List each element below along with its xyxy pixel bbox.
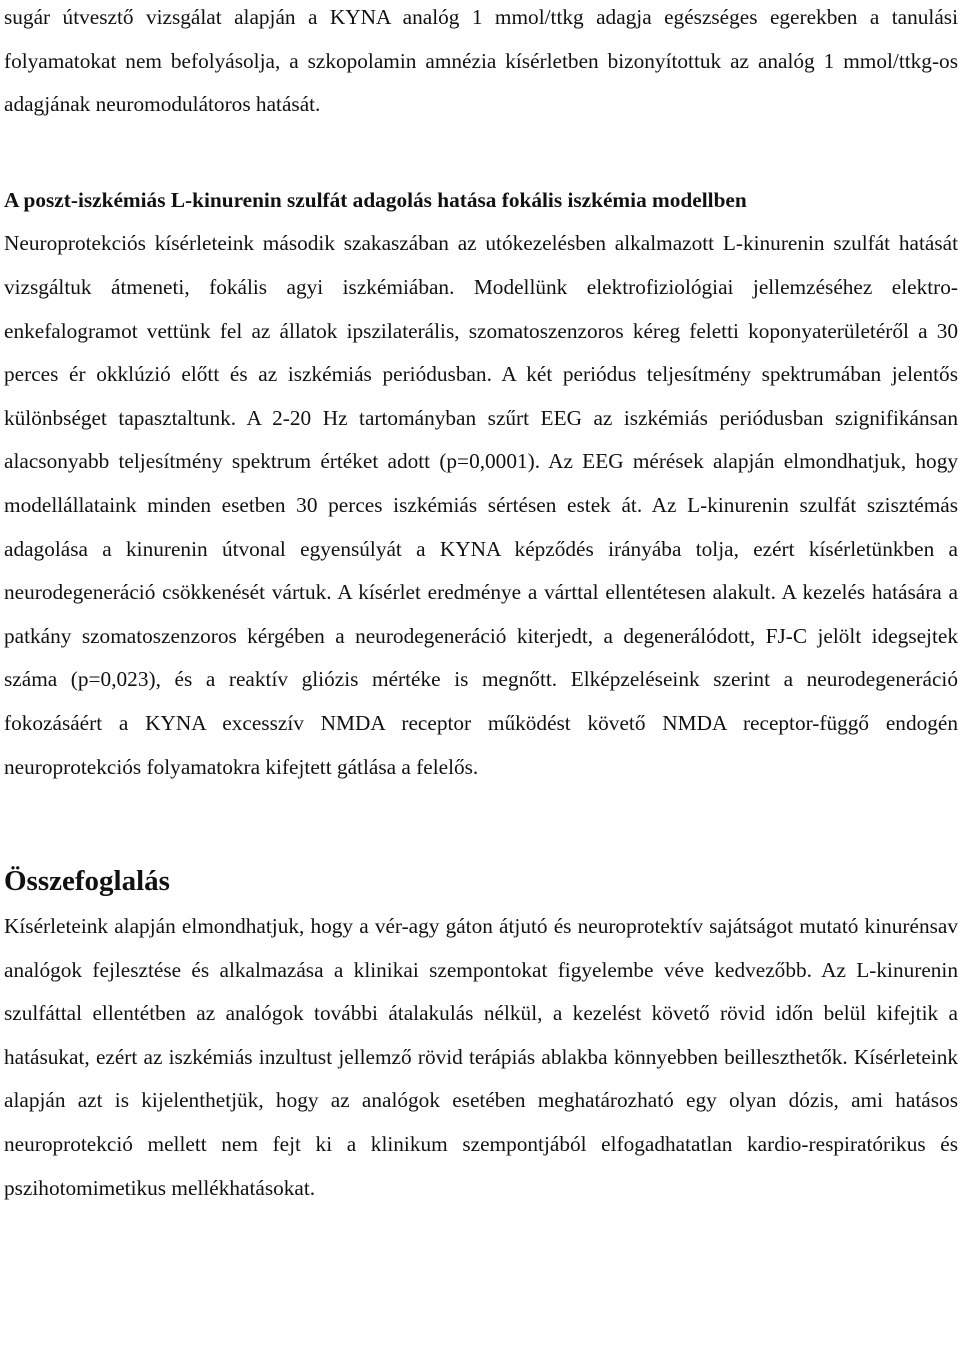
- summary-title: Összefoglalás: [4, 865, 170, 898]
- section-paragraph: Neuroprotekciós kísérleteink második szakaszában az utókezelésben alkalmazott L-kinurenin szulfát hatását vizsgáltuk átmeneti, fokális agyi iszkémiában. Modellünk elektrofiziológiai jellemzéséhez elektro-enkefalogramot vettünk fel az állatok ipszilaterális, szomatoszenzoros kéreg feletti koponyaterületéről a 30 perces ér okklúzió előtt és az iszkémiás periódusban. A két periódus teljesítmény spektrumában jelentős különbséget tapasztaltunk. A 2-20 Hz tartományban szűrt EEG az iszkémiás periódusban szignifikánsan alacsonyabb teljesítmény spektrum értéket adott (p=0,0001). Az EEG mérések alapján elmondhatjuk, hogy modellállataink minden esetben 30 perces iszkémiás sértésen estek át. Az L-kinurenin szulfát szisztémás adagolása a kinurenin útvonal egyensúlyát a KYNA képződés irányába tolja, ezért kísérletünkben a neurodegeneráció csökkenését vártuk. A kísérlet eredménye a várttal ellentétesen alakult. A kezelés hatására a patkány szomatoszenzoros kérgében a neurodegeneráció kiterjedt, a degenerálódott, FJ-C jelölt idegsejtek száma (p=0,023), és a reaktív gliózis mértéke is megnőtt. Elképzeléseink szerint a neurodegeneráció fokozásáért a KYNA excesszív NMDA receptor működést követő NMDA receptor-függő endogén neuroprotekciós folyamatokra kifejtett gátlása a felelős.: [4, 231, 958, 779]
- intro-paragraph: sugár útvesztő vizsgálat alapján a KYNA analóg 1 mmol/ttkg adagja egészséges egerekben a tanulási folyamatokat nem befolyásolja, a szkopolamin amnézia kísérletben bizonyítottuk az analóg 1 mmol/ttkg-os adagjának neuromodulátoros hatását.: [4, 5, 958, 117]
- document-page: [4, 0, 958, 1210]
- section-heading: A poszt-iszkémiás L-kinurenin szulfát adagolás hatása fokális iszkémia modellben: [4, 187, 747, 212]
- summary-paragraph: Kísérleteink alapján elmondhatjuk, hogy a vér-agy gáton átjutó és neuroprotektív sajátságot mutató kinurénsav analógok fejlesztése és alkalmazása a klinikai szempontokat figyelembe véve kedvezőbb. Az L-kinurenin szulfáttal ellentétben az analógok további átalakulás nélkül, a kezelést követő rövid időn belül kifejtik a hatásukat, ezért az iszkémiás inzultust jellemző rövid terápiás ablakba könnyebben beilleszthetők. Kísérleteink alapján azt is kijelenthetjük, hogy az analógok esetében meghatározható egy olyan dózis, ami hatásos neuroprotekció mellett nem fejt ki a klinikum szempontjából elfogadhatatlan kardio-respiratórikus és pszihotomimetikus mellékhatásokat.: [4, 914, 958, 1200]
